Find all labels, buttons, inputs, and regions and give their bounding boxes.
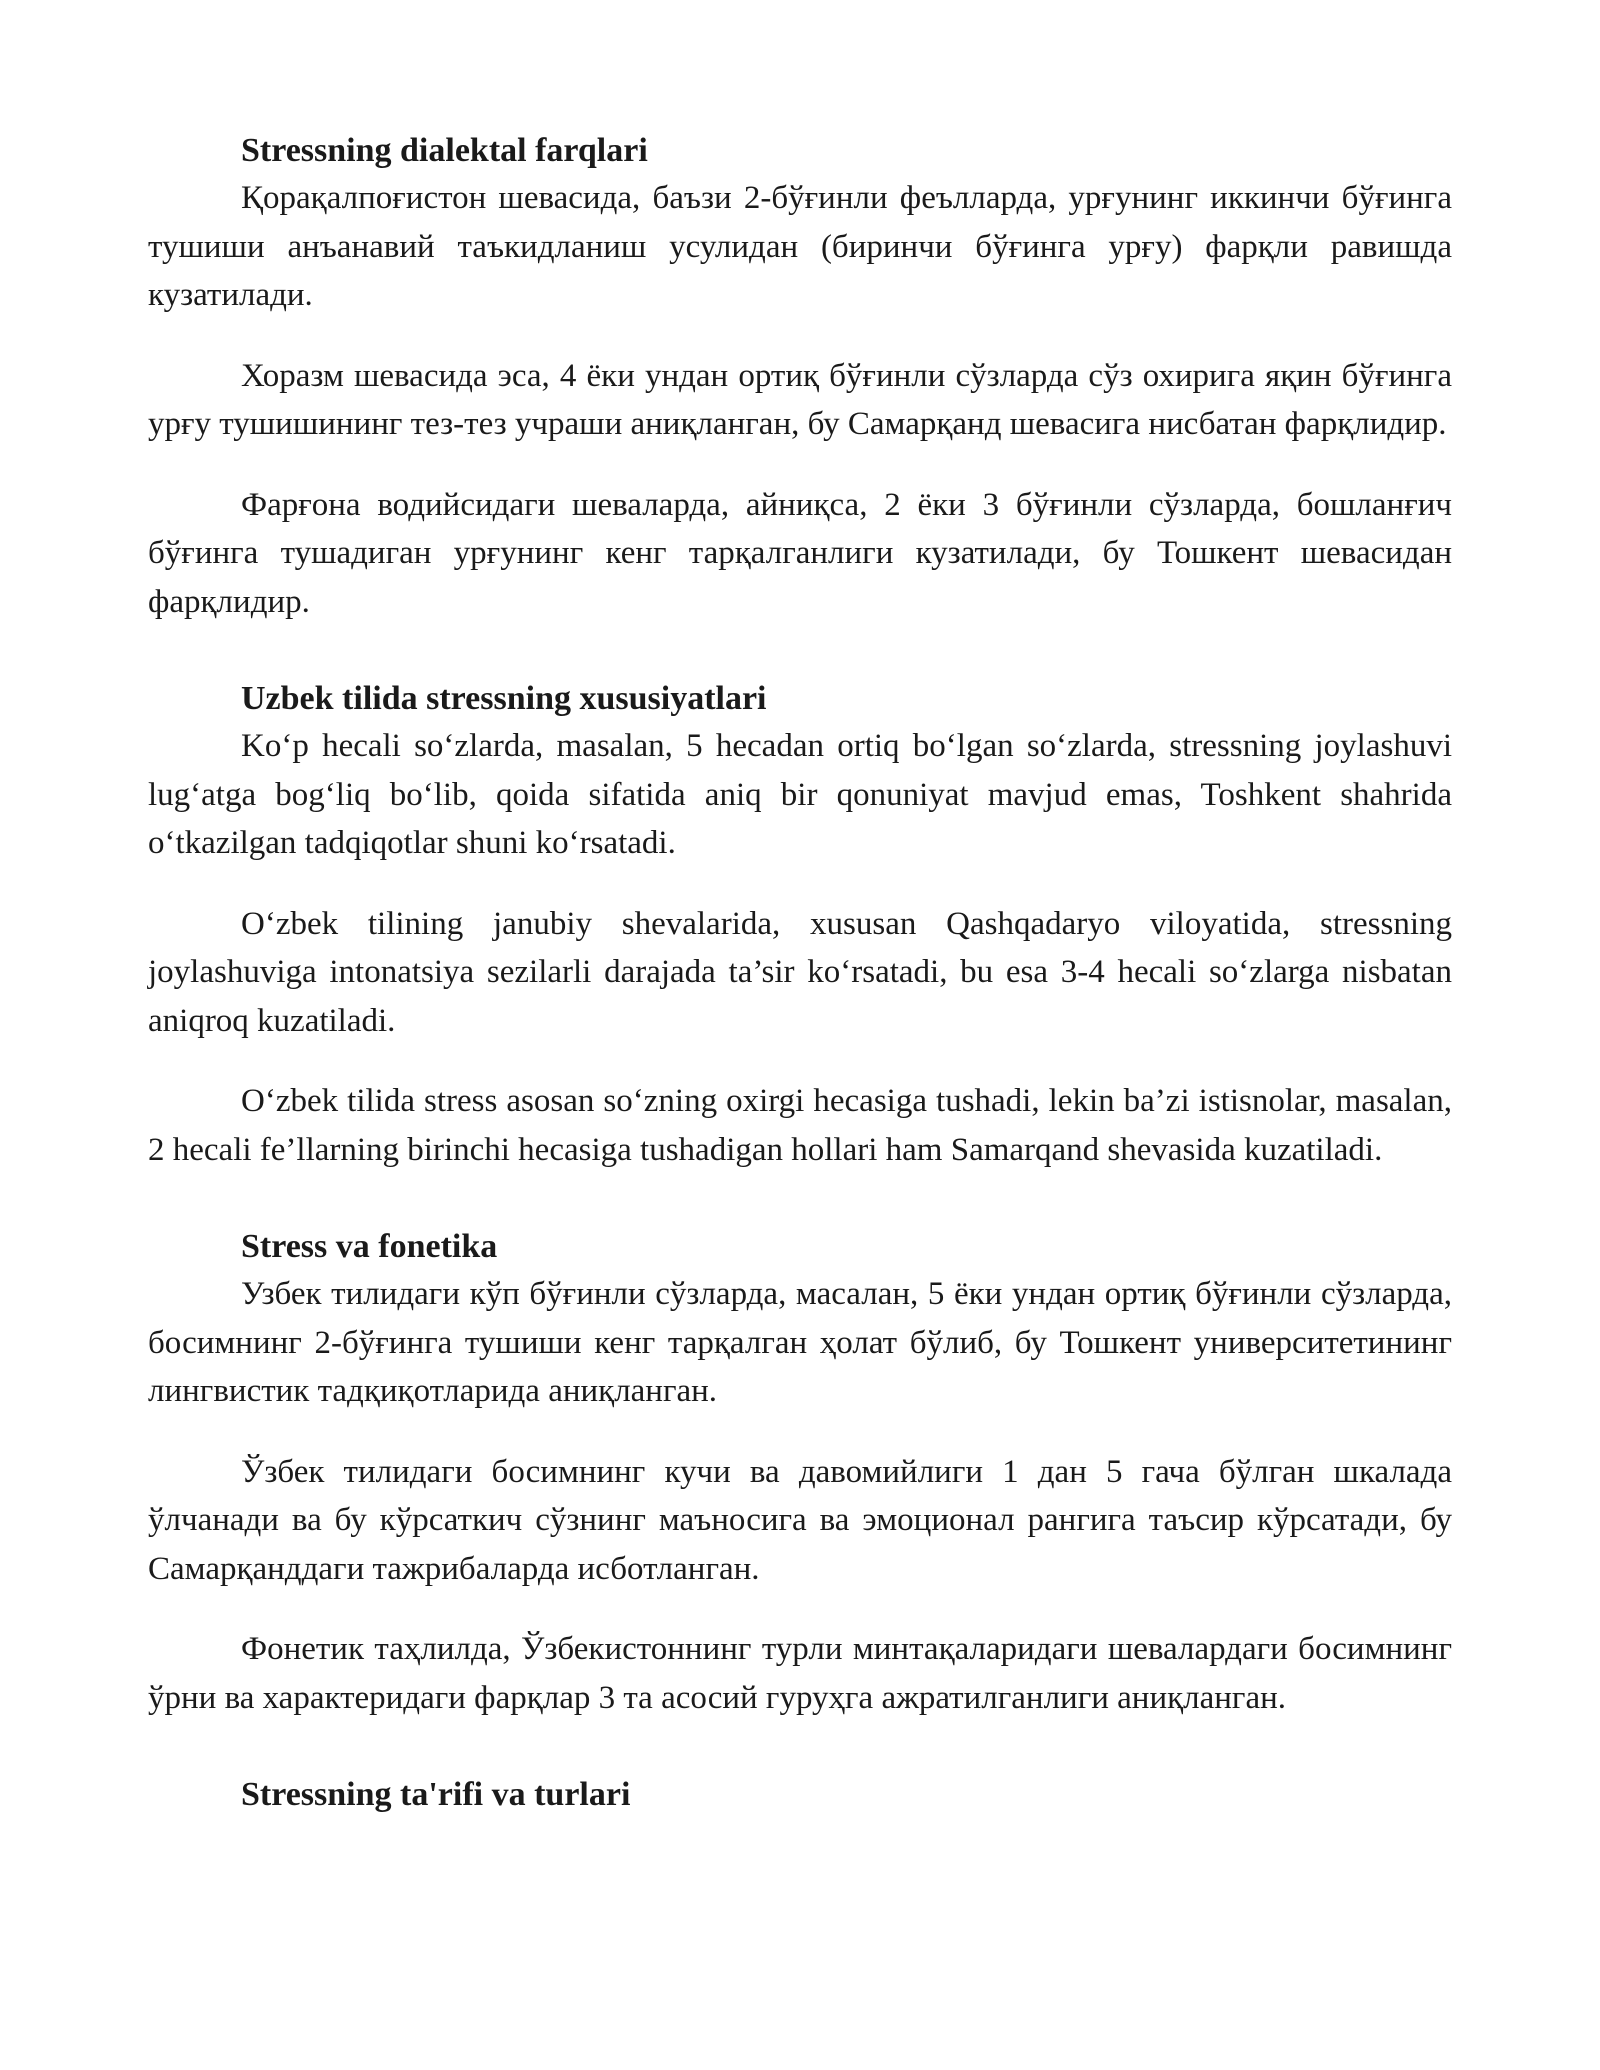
paragraph: Oʻzbek tilida stress asosan soʻzning oxirgi hecasiga tushadi, lekin ba’zi istisnolar, masalan, 2 hecali fe’llarning birinchi hecasiga tushadigan hollari ham Samarqand shevasida kuzatiladi. <box>148 1083 1452 1168</box>
paragraph: Ўзбек тилидаги босимнинг кучи ва давомийлиги 1 дан 5 гача бўлган шкалада ўлчанади ва бу кўрсаткич сўзнинг маъносига ва эмоционал рангига таъсир кўрсатади, бу Самарқанддаги тажрибаларда исботланган. <box>148 1453 1452 1587</box>
section-heading: Stress va fonetika <box>241 1228 498 1265</box>
section-heading: Stressning dialektal farqlari <box>241 132 648 169</box>
paragraph: Қорақалпоғистон шевасида, баъзи 2-бўғинли феълларда, урғунинг иккинчи бўғинга тушиши анъанавий таъкидланиш усулидан (биринчи бўғинга урғу) фарқли равишда кузатилади. <box>148 180 1452 313</box>
paragraph: Фонетик таҳлилда, Ўзбекистоннинг турли минтақаларидаги шевалардаги босимнинг ўрни ва характеридаги фарқлар 3 та асосий гуруҳга ажратилганлиги аниқланган. <box>148 1631 1452 1716</box>
section-uzbek-stress-features <box>148 676 1452 1174</box>
paragraph: Узбек тилидаги кўп бўғинли сўзларда, масалан, 5 ёки ундан ортиқ бўғинли сўзларда, босимнинг 2-бўғинга тушиши кенг тарқалган ҳолат бўлиб, бу Тошкент университетининг лингвистик тадқиқотларида аниқланган. <box>148 1276 1452 1409</box>
paragraph: Koʻp hecali soʻzlarda, masalan, 5 hecadan ortiq boʻlgan soʻzlarda, stressning joylashuvi lugʻatga bogʻliq boʻlib, qoida sifatida aniq bir qonuniyat mavjud emas, Toshkent shahrida oʻtkazilgan tadqiqotlar shuni koʻrsatadi. <box>148 728 1452 861</box>
paragraph: Хоразм шевасида эса, 4 ёки ундан ортиқ бўғинли сўзларда сўз охирига яқин бўғинга урғу тушишининг тез-тез учраши аниқланган, бу Самарқанд шевасига нисбатан фарқлидир. <box>148 357 1452 442</box>
section-heading: Uzbek tilida stressning xususiyatlari <box>241 680 767 717</box>
section-stress-definition <box>148 1772 1452 1818</box>
section-dialectal-differences <box>148 128 1452 626</box>
paragraph: Oʻzbek tilining janubiy shevalarida, xususan Qashqadaryo viloyatida, stressning joylashuviga intonatsiya sezilarli darajada ta’sir koʻrsatadi, bu esa 3-4 hecali soʻzlarga nisbatan aniqroq kuzatiladi. <box>148 905 1452 1039</box>
document-page <box>148 128 1452 1868</box>
paragraph: Фарғона водийсидаги шеваларда, айниқса, 2 ёки 3 бўғинли сўзларда, бошланғич бўғинга тушадиган урғунинг кенг тарқалганлиги кузатилади, бу Тошкент шевасидан фарқлидир. <box>148 486 1452 620</box>
section-heading: Stressning ta'rifi va turlari <box>241 1776 631 1813</box>
section-stress-and-phonetics <box>148 1224 1452 1722</box>
